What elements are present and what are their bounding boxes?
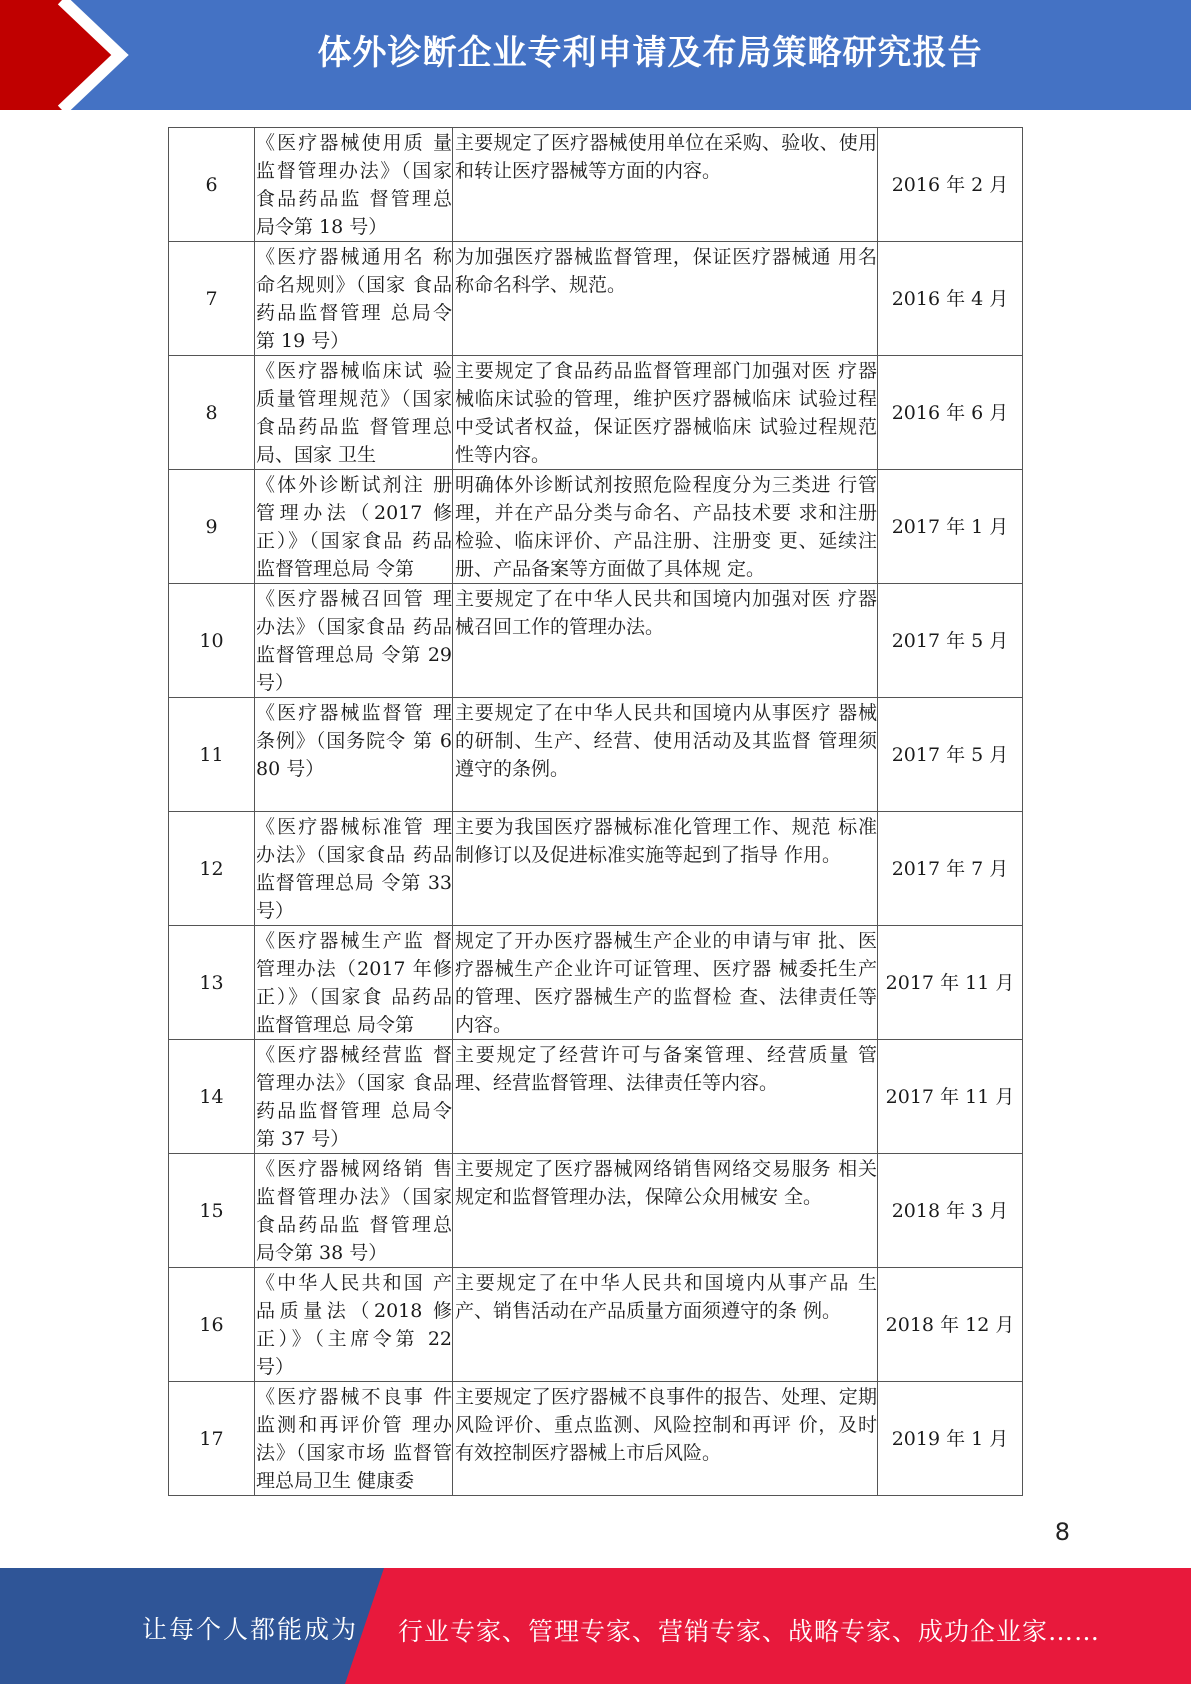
page-title: 体外诊断企业专利申请及布局策略研究报告 <box>317 33 983 73</box>
regulation-date: 2016 年 4 月 <box>878 242 1023 356</box>
regulation-description: 主要规定了在中华人民共和国境内从事产品 生产、销售活动在产品质量方面须遵守的条 例。 <box>455 1272 877 1322</box>
regulation-description: 为加强医疗器械监督管理，保证医疗器械通 用名称命名科学、规范。 <box>455 246 877 296</box>
regulation-name: 《医疗器械通用名 称命名规则》（国家 食品药品监督管理 总局令第 19 号） <box>256 246 452 352</box>
page-header <box>0 0 1191 110</box>
regulation-description: 主要规定了医疗器械使用单位在采购、验收、使用和转让医疗器械等方面的内容。 <box>455 132 877 182</box>
regulation-date: 2018 年 3 月 <box>878 1154 1023 1268</box>
table-row <box>169 1154 1023 1268</box>
row-number: 14 <box>169 1040 255 1154</box>
row-number: 8 <box>169 356 255 470</box>
regulation-date: 2019 年 1 月 <box>878 1382 1023 1496</box>
regulation-date: 2017 年 7 月 <box>878 812 1023 926</box>
regulation-description: 规定了开办医疗器械生产企业的申请与审 批、医疗器械生产企业许可证管理、医疗器 械委托生产的管理、医疗器械生产的监督检 查、法律责任等内容。 <box>455 930 877 1036</box>
row-number: 16 <box>169 1268 255 1382</box>
regulation-name: 《医疗器械标准管 理办法》（国家食品 药品监督管理总局 令第 33 号） <box>256 816 452 922</box>
row-number: 11 <box>169 698 255 812</box>
page-number: 8 <box>1054 1518 1070 1546</box>
regulation-name: 《医疗器械不良事 件监测和再评价管 理办法》（国家市场 监督管理总局卫生 健康委 <box>256 1386 452 1492</box>
row-number: 7 <box>169 242 255 356</box>
regulation-name: 《医疗器械使用质 量监督管理办法》（国家食品药品监 督管理总局令第 18 号） <box>256 132 452 238</box>
table-row <box>169 242 1023 356</box>
regulation-name: 《医疗器械网络销 售监督管理办法》（国家食品药品监 督管理总局令第 38 号） <box>256 1158 452 1264</box>
regulation-description: 主要规定了医疗器械网络销售网络交易服务 相关规定和监督管理办法，保障公众用械安 全。 <box>455 1158 877 1208</box>
regulation-date: 2017 年 11 月 <box>878 926 1023 1040</box>
regulation-date: 2018 年 12 月 <box>878 1268 1023 1382</box>
regulation-name: 《医疗器械生产监 督管理办法（2017 年修正）》（国家食 品药品监督管理总 局令第 <box>256 930 452 1036</box>
table-row <box>169 1268 1023 1382</box>
red-arrow-decoration <box>0 0 150 110</box>
regulation-date: 2016 年 6 月 <box>878 356 1023 470</box>
regulation-name: 《医疗器械召回管 理办法》（国家食品 药品监督管理总局 令第 29 号） <box>256 588 452 694</box>
footer-slogan-left: 让每个人都能成为 <box>142 1615 359 1644</box>
row-number: 17 <box>169 1382 255 1496</box>
regulation-name: 《中华人民共和国 产品质量法（2018 修正）》（主席令第 22 号） <box>256 1272 452 1378</box>
row-number: 12 <box>169 812 255 926</box>
table-row <box>169 1040 1023 1154</box>
row-number: 9 <box>169 470 255 584</box>
regulation-date: 2017 年 5 月 <box>878 584 1023 698</box>
row-number: 15 <box>169 1154 255 1268</box>
regulation-description: 主要规定了在中华人民共和国境内加强对医 疗器械召回工作的管理办法。 <box>455 588 877 638</box>
regulation-description: 主要规定了食品药品监督管理部门加强对医 疗器械临床试验的管理，维护医疗器械临床 试验过程中受试者权益，保证医疗器械临床 试验过程规范性等内容。 <box>455 360 877 466</box>
regulation-description: 主要为我国医疗器械标准化管理工作、规范 标准制修订以及促进标准实施等起到了指导 作用。 <box>455 816 877 866</box>
regulation-date: 2017 年 1 月 <box>878 470 1023 584</box>
table-row <box>169 356 1023 470</box>
regulation-description: 主要规定了经营许可与备案管理、经营质量 管理、经营监督管理、法律责任等内容。 <box>455 1044 877 1094</box>
regulation-date: 2017 年 5 月 <box>878 698 1023 812</box>
regulation-date: 2016 年 2 月 <box>878 128 1023 242</box>
regulation-description: 主要规定了在中华人民共和国境内从事医疗 器械的研制、生产、经营、使用活动及其监督 管理须遵守的条例。 <box>455 702 877 780</box>
table-row <box>169 812 1023 926</box>
table-row <box>169 470 1023 584</box>
table-row <box>169 926 1023 1040</box>
regulation-description: 主要规定了医疗器械不良事件的报告、处理、定期风险评价、重点监测、风险控制和再评 价，及时有效控制医疗器械上市后风险。 <box>455 1386 877 1464</box>
row-number: 10 <box>169 584 255 698</box>
regulation-name: 《医疗器械经营监 督管理办法》（国家 食品药品监督管理 总局令第 37 号） <box>256 1044 452 1150</box>
row-number: 13 <box>169 926 255 1040</box>
regulation-name: 《医疗器械临床试 验质量管理规范》（国家食品药品监 督管理总局、国家 卫生 <box>256 360 452 466</box>
regulation-name: 《体外诊断试剂注 册管理办法（2017 修正）》（国家食品 药品监督管理总局 令第 <box>256 474 452 580</box>
footer-slogan-right: 行业专家、管理专家、营销专家、战略专家、成功企业家…… <box>398 1617 1101 1646</box>
regulation-name: 《医疗器械监督管 理条例》（国务院令 第 680 号） <box>256 702 452 780</box>
table-row <box>169 584 1023 698</box>
row-number: 6 <box>169 128 255 242</box>
regulation-date: 2017 年 11 月 <box>878 1040 1023 1154</box>
regulation-description: 明确体外诊断试剂按照危险程度分为三类进 行管理，并在产品分类与命名、产品技术要 求和注册检验、临床评价、产品注册、注册变 更、延续注册、产品备案等方面做了具体规 定。 <box>455 474 877 580</box>
regulations-table <box>168 127 1023 1496</box>
table-row <box>169 1382 1023 1496</box>
table-row <box>169 128 1023 242</box>
table-row <box>169 698 1023 812</box>
